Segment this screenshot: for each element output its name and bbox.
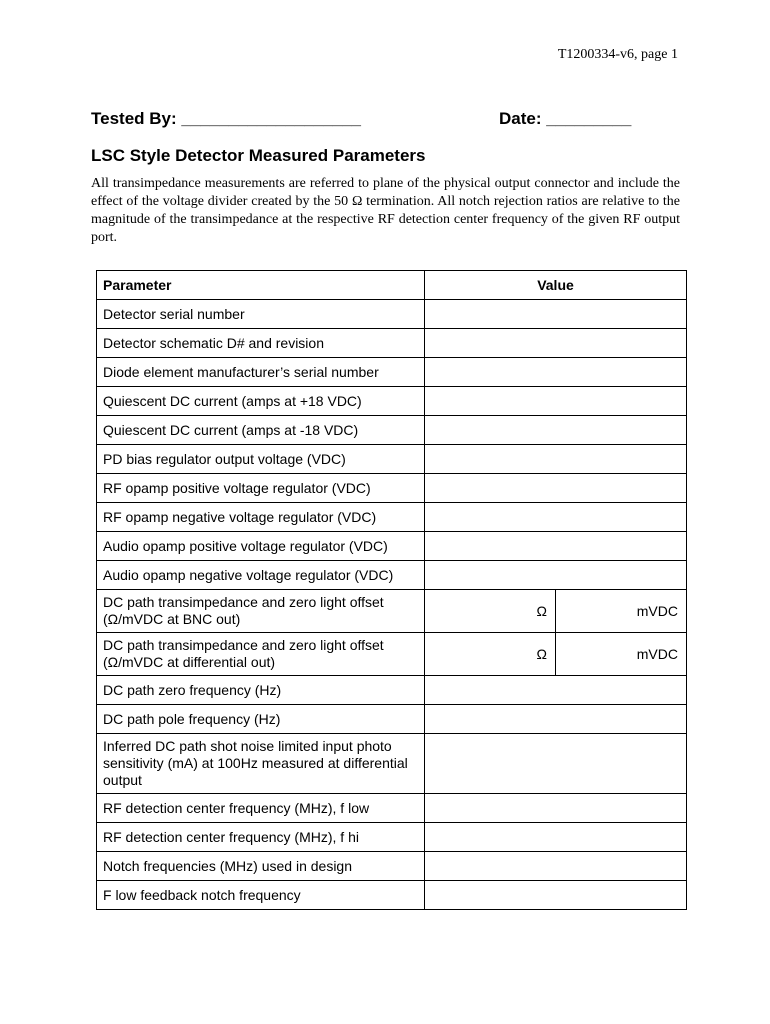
parameter-label: RF opamp positive voltage regulator (VDC) <box>97 474 425 503</box>
table-row <box>97 300 687 329</box>
document-id-header: T1200334-v6, page 1 <box>557 47 678 62</box>
table-row <box>97 590 687 633</box>
value-cell[interactable] <box>425 445 687 474</box>
parameter-label: PD bias regulator output voltage (VDC) <box>97 445 425 474</box>
parameter-label: DC path transimpedance and zero light offset (Ω/mVDC at differential out) <box>97 633 425 676</box>
parameter-label: DC path pole frequency (Hz) <box>97 705 425 734</box>
table-row <box>97 705 687 734</box>
mvdc-value-cell[interactable]: mVDC <box>556 590 687 633</box>
table-row <box>97 329 687 358</box>
parameter-label: Detector serial number <box>97 300 425 329</box>
parameter-label: RF detection center frequency (MHz), f hi <box>97 823 425 852</box>
table-row <box>97 734 687 794</box>
table-row <box>97 823 687 852</box>
ohm-value-cell[interactable]: Ω <box>425 590 556 633</box>
table-row <box>97 561 687 590</box>
table-header-row <box>97 271 687 300</box>
value-cell[interactable] <box>425 532 687 561</box>
table-row <box>97 852 687 881</box>
parameter-label: DC path zero frequency (Hz) <box>97 676 425 705</box>
value-cell[interactable] <box>425 503 687 532</box>
table-row <box>97 676 687 705</box>
table-row <box>97 881 687 910</box>
table-row <box>97 416 687 445</box>
date-field: Date: _________ <box>499 109 632 128</box>
value-cell[interactable] <box>425 676 687 705</box>
value-column-header: Value <box>425 271 687 300</box>
value-cell[interactable] <box>425 881 687 910</box>
value-cell[interactable] <box>425 416 687 445</box>
value-cell[interactable] <box>425 823 687 852</box>
tested-by-field: Tested By: ___________________ <box>91 109 362 128</box>
table-row <box>97 633 687 676</box>
parameter-label: RF opamp negative voltage regulator (VDC) <box>97 503 425 532</box>
parameter-label: Audio opamp positive voltage regulator (VDC) <box>97 532 425 561</box>
value-cell[interactable] <box>425 734 687 794</box>
parameter-label: DC path transimpedance and zero light offset (Ω/mVDC at BNC out) <box>97 590 425 633</box>
table-row <box>97 503 687 532</box>
parameter-label: Audio opamp negative voltage regulator (VDC) <box>97 561 425 590</box>
value-cell[interactable] <box>425 561 687 590</box>
table-row <box>97 532 687 561</box>
value-cell[interactable] <box>425 794 687 823</box>
section-title: LSC Style Detector Measured Parameters <box>91 146 426 165</box>
value-cell[interactable] <box>425 705 687 734</box>
parameter-label: RF detection center frequency (MHz), f low <box>97 794 425 823</box>
parameter-label: Quiescent DC current (amps at +18 VDC) <box>97 387 425 416</box>
table-row <box>97 445 687 474</box>
value-cell[interactable] <box>425 474 687 503</box>
value-cell[interactable] <box>425 852 687 881</box>
parameter-label: Notch frequencies (MHz) used in design <box>97 852 425 881</box>
value-cell[interactable] <box>425 358 687 387</box>
table-row <box>97 358 687 387</box>
parameter-label: Quiescent DC current (amps at -18 VDC) <box>97 416 425 445</box>
ohm-value-cell[interactable]: Ω <box>425 633 556 676</box>
parameter-label: F low feedback notch frequency <box>97 881 425 910</box>
parameter-column-header: Parameter <box>97 271 425 300</box>
table-row <box>97 794 687 823</box>
parameters-table <box>96 270 687 910</box>
mvdc-value-cell[interactable]: mVDC <box>556 633 687 676</box>
parameter-label: Detector schematic D# and revision <box>97 329 425 358</box>
table-row <box>97 474 687 503</box>
table-row <box>97 387 687 416</box>
intro-paragraph: All transimpedance measurements are referred to plane of the physical output connector and include the effect of the voltage divider created by the 50 Ω termination. All notch rejection ratios are relative to the magnitude of the transimpedance at the respective RF detection center frequency of the given RF output port. <box>91 176 680 245</box>
parameter-label: Inferred DC path shot noise limited input photo sensitivity (mA) at 100Hz measured at differential output <box>97 734 425 794</box>
value-cell[interactable] <box>425 329 687 358</box>
value-cell[interactable] <box>425 300 687 329</box>
value-cell[interactable] <box>425 387 687 416</box>
parameter-label: Diode element manufacturer’s serial number <box>97 358 425 387</box>
